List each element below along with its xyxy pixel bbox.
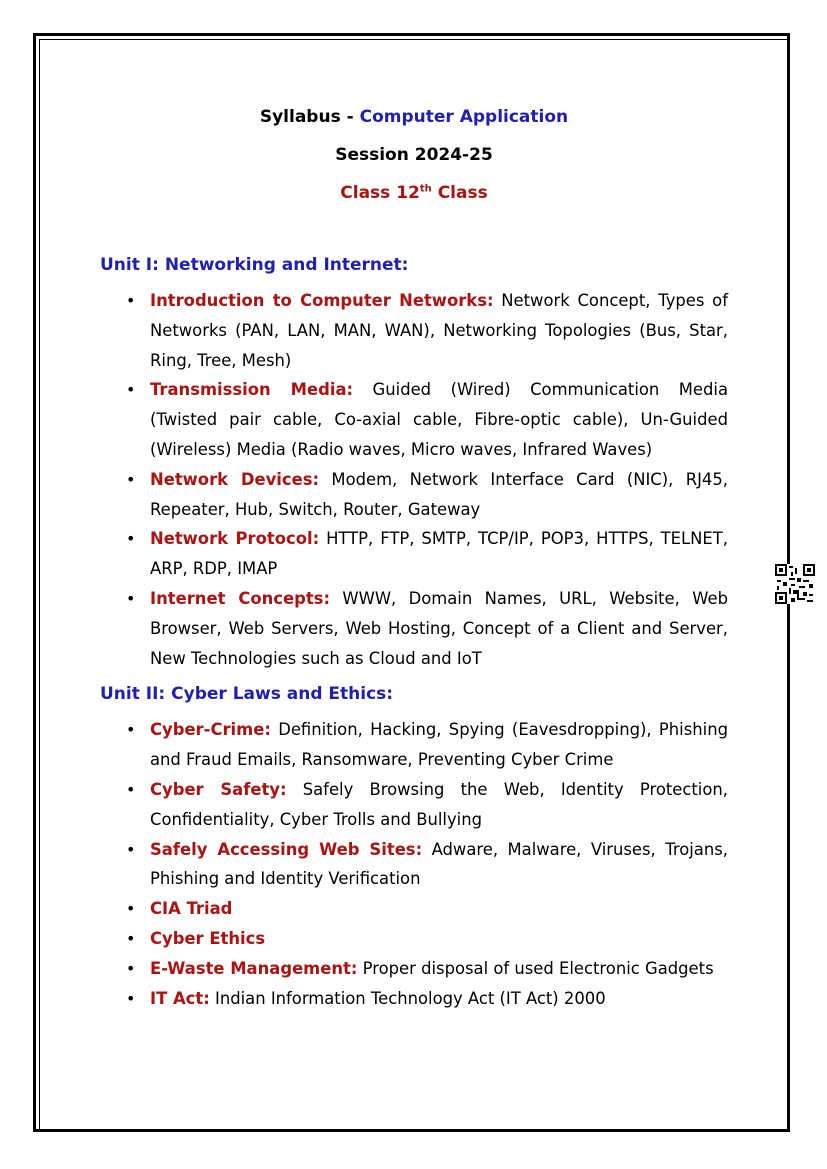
unit-2-item [126,894,728,924]
bullet-icon: • [126,469,136,489]
syllabus-title [100,98,728,136]
bullet-icon: • [126,720,136,740]
item-label: Network Devices: [150,469,320,489]
unit-2-item [126,775,728,835]
item-text: Guided (Wired) Communication Media (Twisted pair cable, Co-axial cable, Fibre-optic cable), Un-Guided (Wireless) Media (Radio waves, Micro waves, Infrared Waves) [150,380,728,459]
class-suffix: Class [431,183,488,203]
unit-2-item [126,715,728,775]
bullet-icon: • [126,588,136,608]
subject-name: Computer Application [359,107,569,127]
bullet-icon: • [126,529,136,549]
unit-2-item [126,984,728,1014]
class-sup: th [419,183,432,195]
syllabus-prefix: Syllabus - [259,107,360,127]
item-label: Cyber Ethics [150,928,266,948]
item-text: Indian Information Technology Act (IT Act) 2000 [209,988,606,1008]
unit-1-item [126,286,728,375]
session-line: Session 2024-25 [335,145,493,165]
unit-2-title: Unit II: Cyber Laws and Ethics: [100,684,394,705]
item-label: Transmission Media: [150,380,354,400]
item-text: WWW, Domain Names, URL, Website, Web Browser, Web Servers, Web Hosting, Concept of a Client and Server, New Technologies such as Cloud and IoT [150,588,728,668]
syllabus-content [100,100,728,1019]
bullet-icon: • [126,988,136,1008]
item-text: HTTP, FTP, SMTP, TCP/IP, POP3, HTTPS, TELNET, ARP, RDP, IMAP [150,529,728,579]
item-text: Proper disposal of used Electronic Gadgets [357,958,714,978]
item-text: Adware, Malware, Viruses, Trojans, Phishing and Identity Verification [150,839,728,889]
class-prefix: Class 12 [340,183,420,203]
qr-code-icon [775,564,815,604]
unit-1-title: Unit I: Networking and Internet: [100,255,409,275]
unit-1-item [126,375,728,464]
bullet-icon: • [126,291,136,310]
item-text: Modem, Network Interface Card (NIC), RJ45, Repeater, Hub, Switch, Router, Gateway [150,469,728,519]
item-label: Internet Concepts: [150,588,330,608]
item-text: Network Concept, Types of Networks (PAN, LAN, MAN, WAN), Networking Topologies (Bus, Star, Ring, Tree, Mesh) [150,291,728,370]
item-label: CIA Triad [150,899,233,919]
unit-2-item [126,954,728,984]
item-label: Cyber-Crime: [150,720,271,740]
item-text: Safely Browsing the Web, Identity Protection, Confidentiality, Cyber Trolls and Bullying [150,779,728,829]
bullet-icon: • [126,899,136,919]
bullet-icon: • [126,928,136,948]
class-line [100,174,728,212]
item-label: Safely Accessing Web Sites: [150,839,423,859]
item-label: Cyber Safety: [150,779,287,799]
bullet-icon: • [126,380,136,400]
unit-2-item [126,835,728,895]
bullet-icon: • [126,779,136,799]
item-label: Introduction to Computer Networks: [150,291,494,310]
unit-1-item [126,584,728,673]
bullet-icon: • [126,958,136,978]
bullet-icon: • [126,839,136,859]
unit-1-item [126,465,728,525]
unit-2-item [126,924,728,954]
unit-1-item [126,524,728,584]
item-label: Network Protocol: [150,529,320,549]
unit-1-list [100,286,728,673]
item-label: E-Waste Management: [150,958,358,978]
unit-2-list [100,715,728,1013]
item-label: IT Act: [150,988,210,1008]
item-text: Definition, Hacking, Spying (Eavesdropping), Phishing and Fraud Emails, Ransomware, Preventing Cyber Crime [150,720,728,770]
